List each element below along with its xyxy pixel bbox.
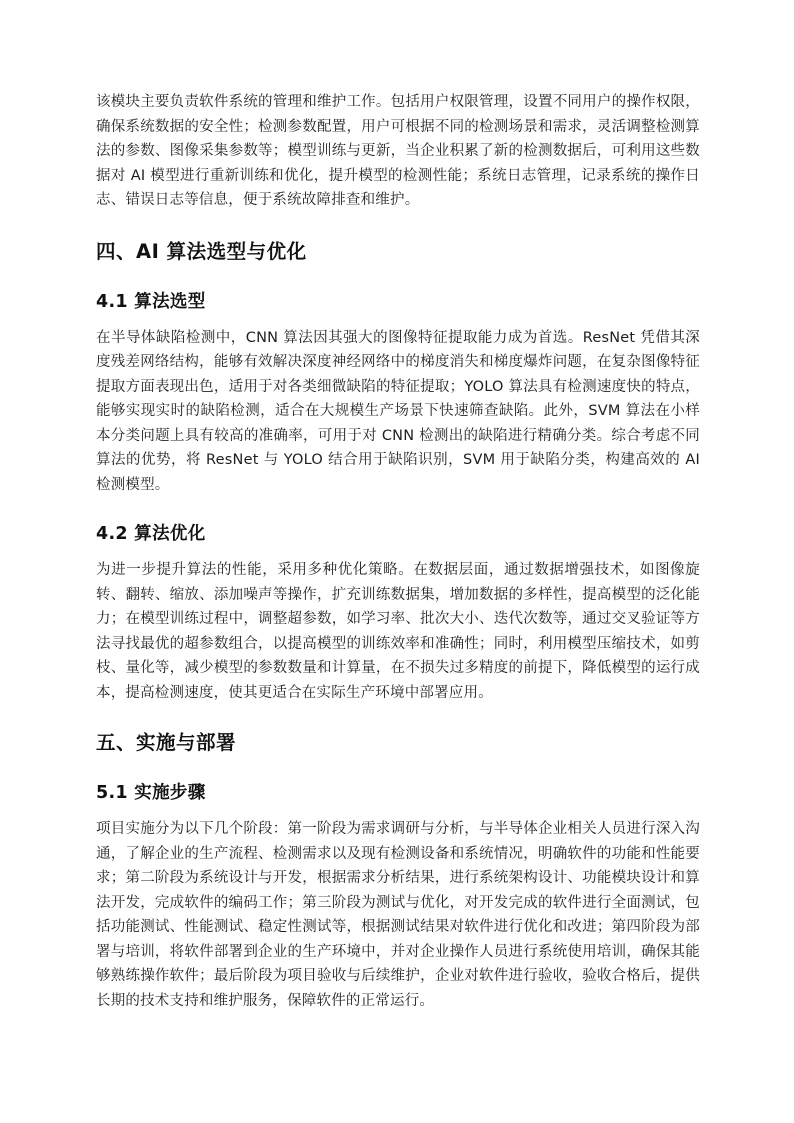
section-5-1-heading: 5.1 实施步骤 — [96, 783, 206, 803]
section-5-1-paragraph: 项目实施分为以下几个阶段：第一阶段为需求调研与分析，与半导体企业相关人员进行深入沟通，了解企业的生产流程、检测需求以及现有检测设备和系统情况，明确软件的功能和性能要求；第二阶段为系统设计与开发，根据需求分析结果，进行系统架构设计、功能模块设计和算法开发，完成软件的编码工作；第三阶段为测试与优化，对开发完成的软件进行全面测试，包括功能测试、性能测试、稳定性测试等，根据测试结果对软件进行优化和改进；第四阶段为部署与培训，将软件部署到企业的生产环境中，并对企业操作人员进行系统使用培训，确保其能够熟练操作软件；最后阶段为项目验收与后续维护，企业对软件进行验收，验收合格后，提供长期的技术支持和维护服务，保障软件的正常运行。 — [96, 821, 700, 1009]
section-4-2-paragraph: 为进一步提升算法的性能，采用多种优化策略。在数据层面，通过数据增强技术，如图像旋转、翻转、缩放、添加噪声等操作，扩充训练数据集，增加数据的多样性，提高模型的泛化能力；在模型训练过程中，调整超参数，如学习率、批次大小、迭代次数等，通过交叉验证等方法寻找最优的超参数组合，以提高模型的训练效率和准确性；同时，利用模型压缩技术，如剪枝、量化等，减少模型的参数数量和计算量，在不损失过多精度的前提下，降低模型的运行成本，提高检测速度，使其更适合在实际生产环境中部署应用。 — [96, 562, 700, 701]
document-page — [96, 90, 700, 1013]
section-4-1-paragraph: 在半导体缺陷检测中，CNN 算法因其强大的图像特征提取能力成为首选。ResNet 凭借其深度残差网络结构，能够有效解决深度神经网络中的梯度消失和梯度爆炸问题，在复杂图像特征提取方面表现出色，适用于对各类细微缺陷的特征提取；YOLO 算法具有检测速度快的特点，能够实现实时的缺陷检测，适合在大规模生产场景下快速筛查缺陷。此外，SVM 算法在小样本分类问题上具有较高的准确率，可用于对 CNN 检测出的缺陷进行精确分类。综合考虑不同算法的优势，将 ResNet 与 YOLO 结合用于缺陷识别，SVM 用于缺陷分类，构建高效的 AI 检测模型。 — [96, 329, 700, 493]
section-4-1-heading: 4.1 算法选型 — [96, 291, 206, 312]
section-5-heading: 五、实施与部署 — [96, 731, 237, 754]
section-4-2-heading: 4.2 算法优化 — [96, 524, 206, 544]
intro-paragraph: 该模块主要负责软件系统的管理和维护工作。包括用户权限管理，设置不同用户的操作权限，确保系统数据的安全性；检测参数配置，用户可根据不同的检测场景和需求，灵活调整检测算法的参数、图像采集参数等；模型训练与更新，当企业积累了新的检测数据后，可利用这些数据对 AI 模型进行重新训练和优化，提升模型的检测性能；系统日志管理，记录系统的操作日志、错误日志等信息，便于系统故障排查和维护。 — [96, 94, 700, 208]
section-4-heading: 四、AI 算法选型与优化 — [96, 239, 307, 263]
